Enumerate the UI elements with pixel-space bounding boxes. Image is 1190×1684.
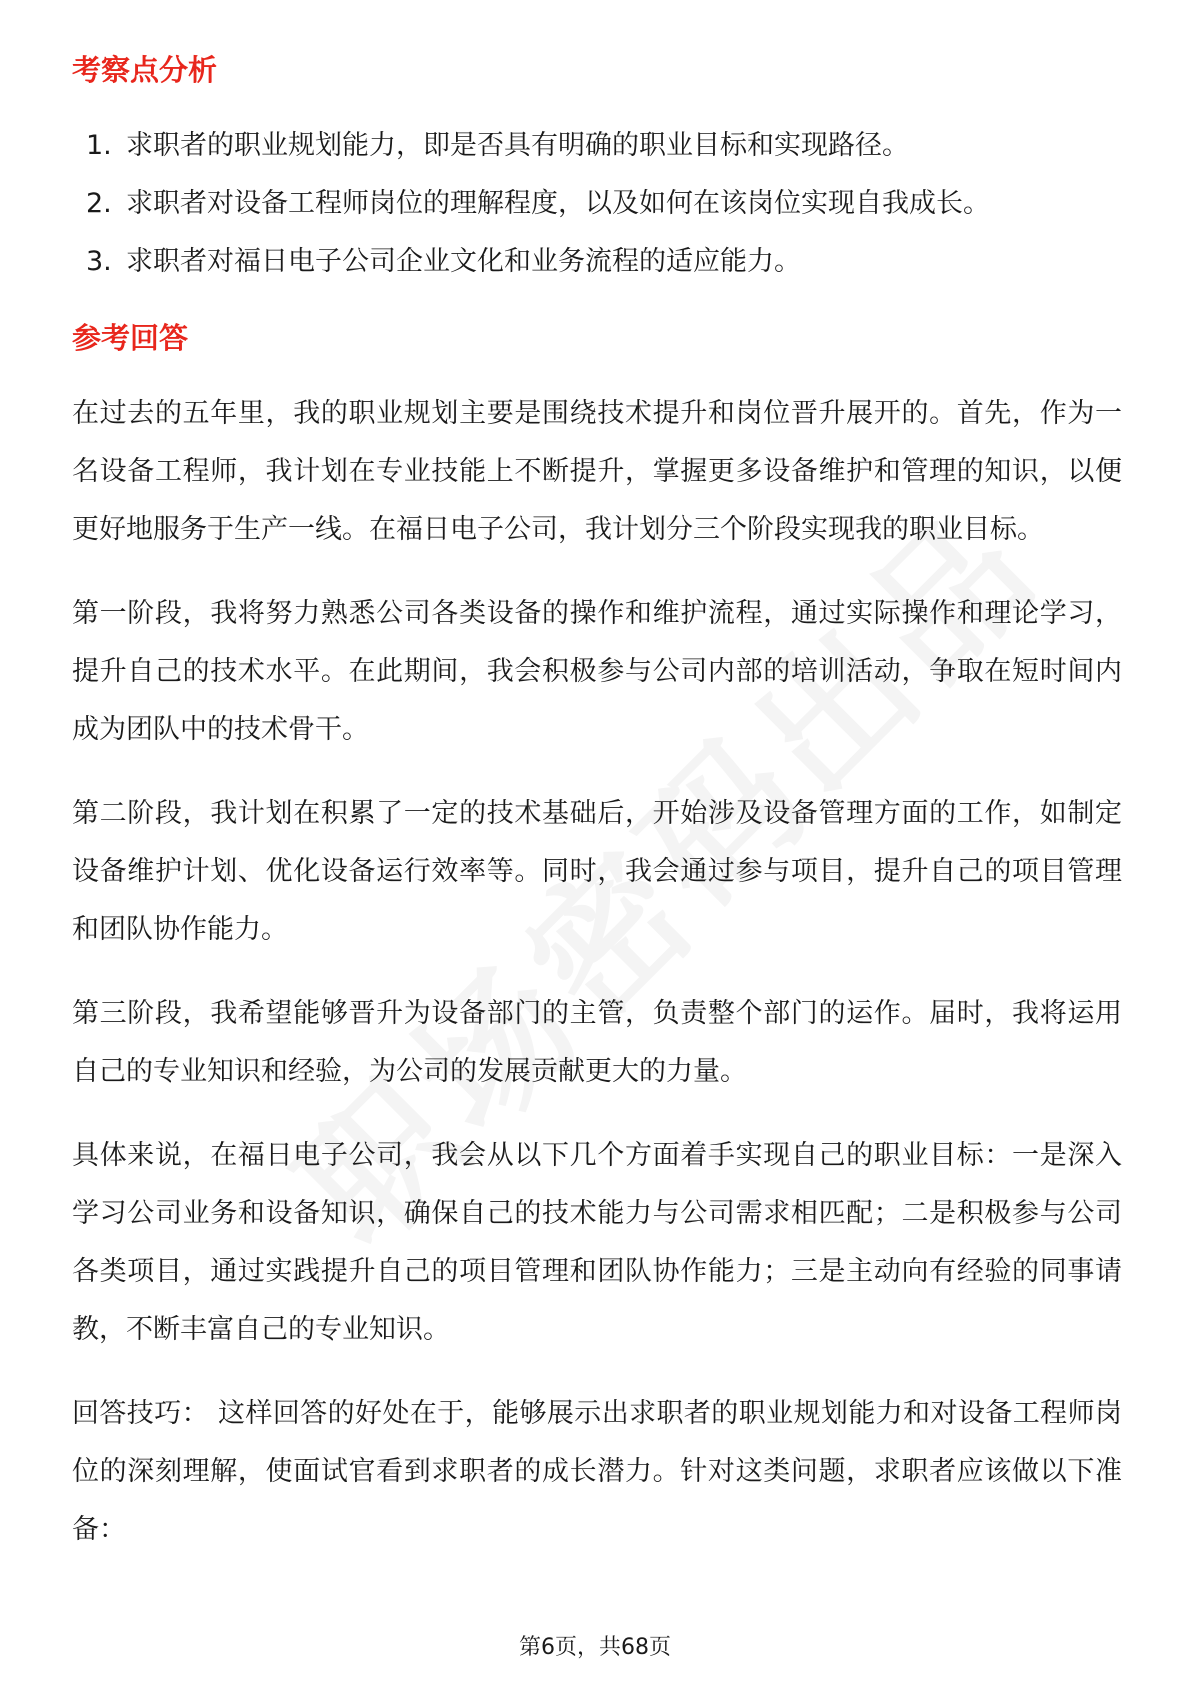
paragraph: 回答技巧： 这样回答的好处在于，能够展示出求职者的职业规划能力和对设备工程师岗位的深刻理解，使面试官看到求职者的成长潜力。针对这类问题，求职者应该做以下准备： xyxy=(72,1398,1122,1545)
list-item-text: 求职者的职业规划能力，即是否具有明确的职业目标和实现路径。 xyxy=(126,130,909,161)
document-body xyxy=(72,45,1122,1559)
list-item-number: 3. xyxy=(86,246,112,277)
list-item-number: 1. xyxy=(86,130,112,161)
paragraph: 第二阶段，我计划在积累了一定的技术基础后，开始涉及设备管理方面的工作，如制定设备维护计划、优化设备运行效率等。同时，我会通过参与项目，提升自己的项目管理和团队协作能力。 xyxy=(72,798,1122,945)
analysis-heading: 考察点分析 xyxy=(72,53,218,87)
list-item xyxy=(72,233,1122,291)
reference-heading: 参考回答 xyxy=(72,321,189,355)
list-item xyxy=(72,175,1122,233)
analysis-list xyxy=(72,117,1122,291)
page-number: 第6页，共68页 xyxy=(519,1635,671,1660)
paragraph: 第三阶段，我希望能够晋升为设备部门的主管，负责整个部门的运作。届时，我将运用自己的专业知识和经验，为公司的发展贡献更大的力量。 xyxy=(72,998,1122,1087)
list-item xyxy=(72,117,1122,175)
paragraph: 第一阶段，我将努力熟悉公司各类设备的操作和维护流程，通过实际操作和理论学习，提升自己的技术水平。在此期间，我会积极参与公司内部的培训活动，争取在短时间内成为团队中的技术骨干。 xyxy=(72,598,1122,745)
list-item-number: 2. xyxy=(86,188,112,219)
paragraph: 具体来说，在福日电子公司，我会从以下几个方面着手实现自己的职业目标：一是深入学习公司业务和设备知识，确保自己的技术能力与公司需求相匹配；二是积极参与公司各类项目，通过实践提升自己的项目管理和团队协作能力；三是主动向有经验的同事请教，不断丰富自己的专业知识。 xyxy=(72,1140,1122,1345)
list-item-text: 求职者对设备工程师岗位的理解程度，以及如何在该岗位实现自我成长。 xyxy=(126,188,990,219)
list-item-text: 求职者对福日电子公司企业文化和业务流程的适应能力。 xyxy=(126,246,801,277)
paragraph: 在过去的五年里，我的职业规划主要是围绕技术提升和岗位晋升展开的。首先，作为一名设备工程师，我计划在专业技能上不断提升，掌握更多设备维护和管理的知识，以便更好地服务于生产一线。在福日电子公司，我计划分三个阶段实现我的职业目标。 xyxy=(72,398,1122,545)
